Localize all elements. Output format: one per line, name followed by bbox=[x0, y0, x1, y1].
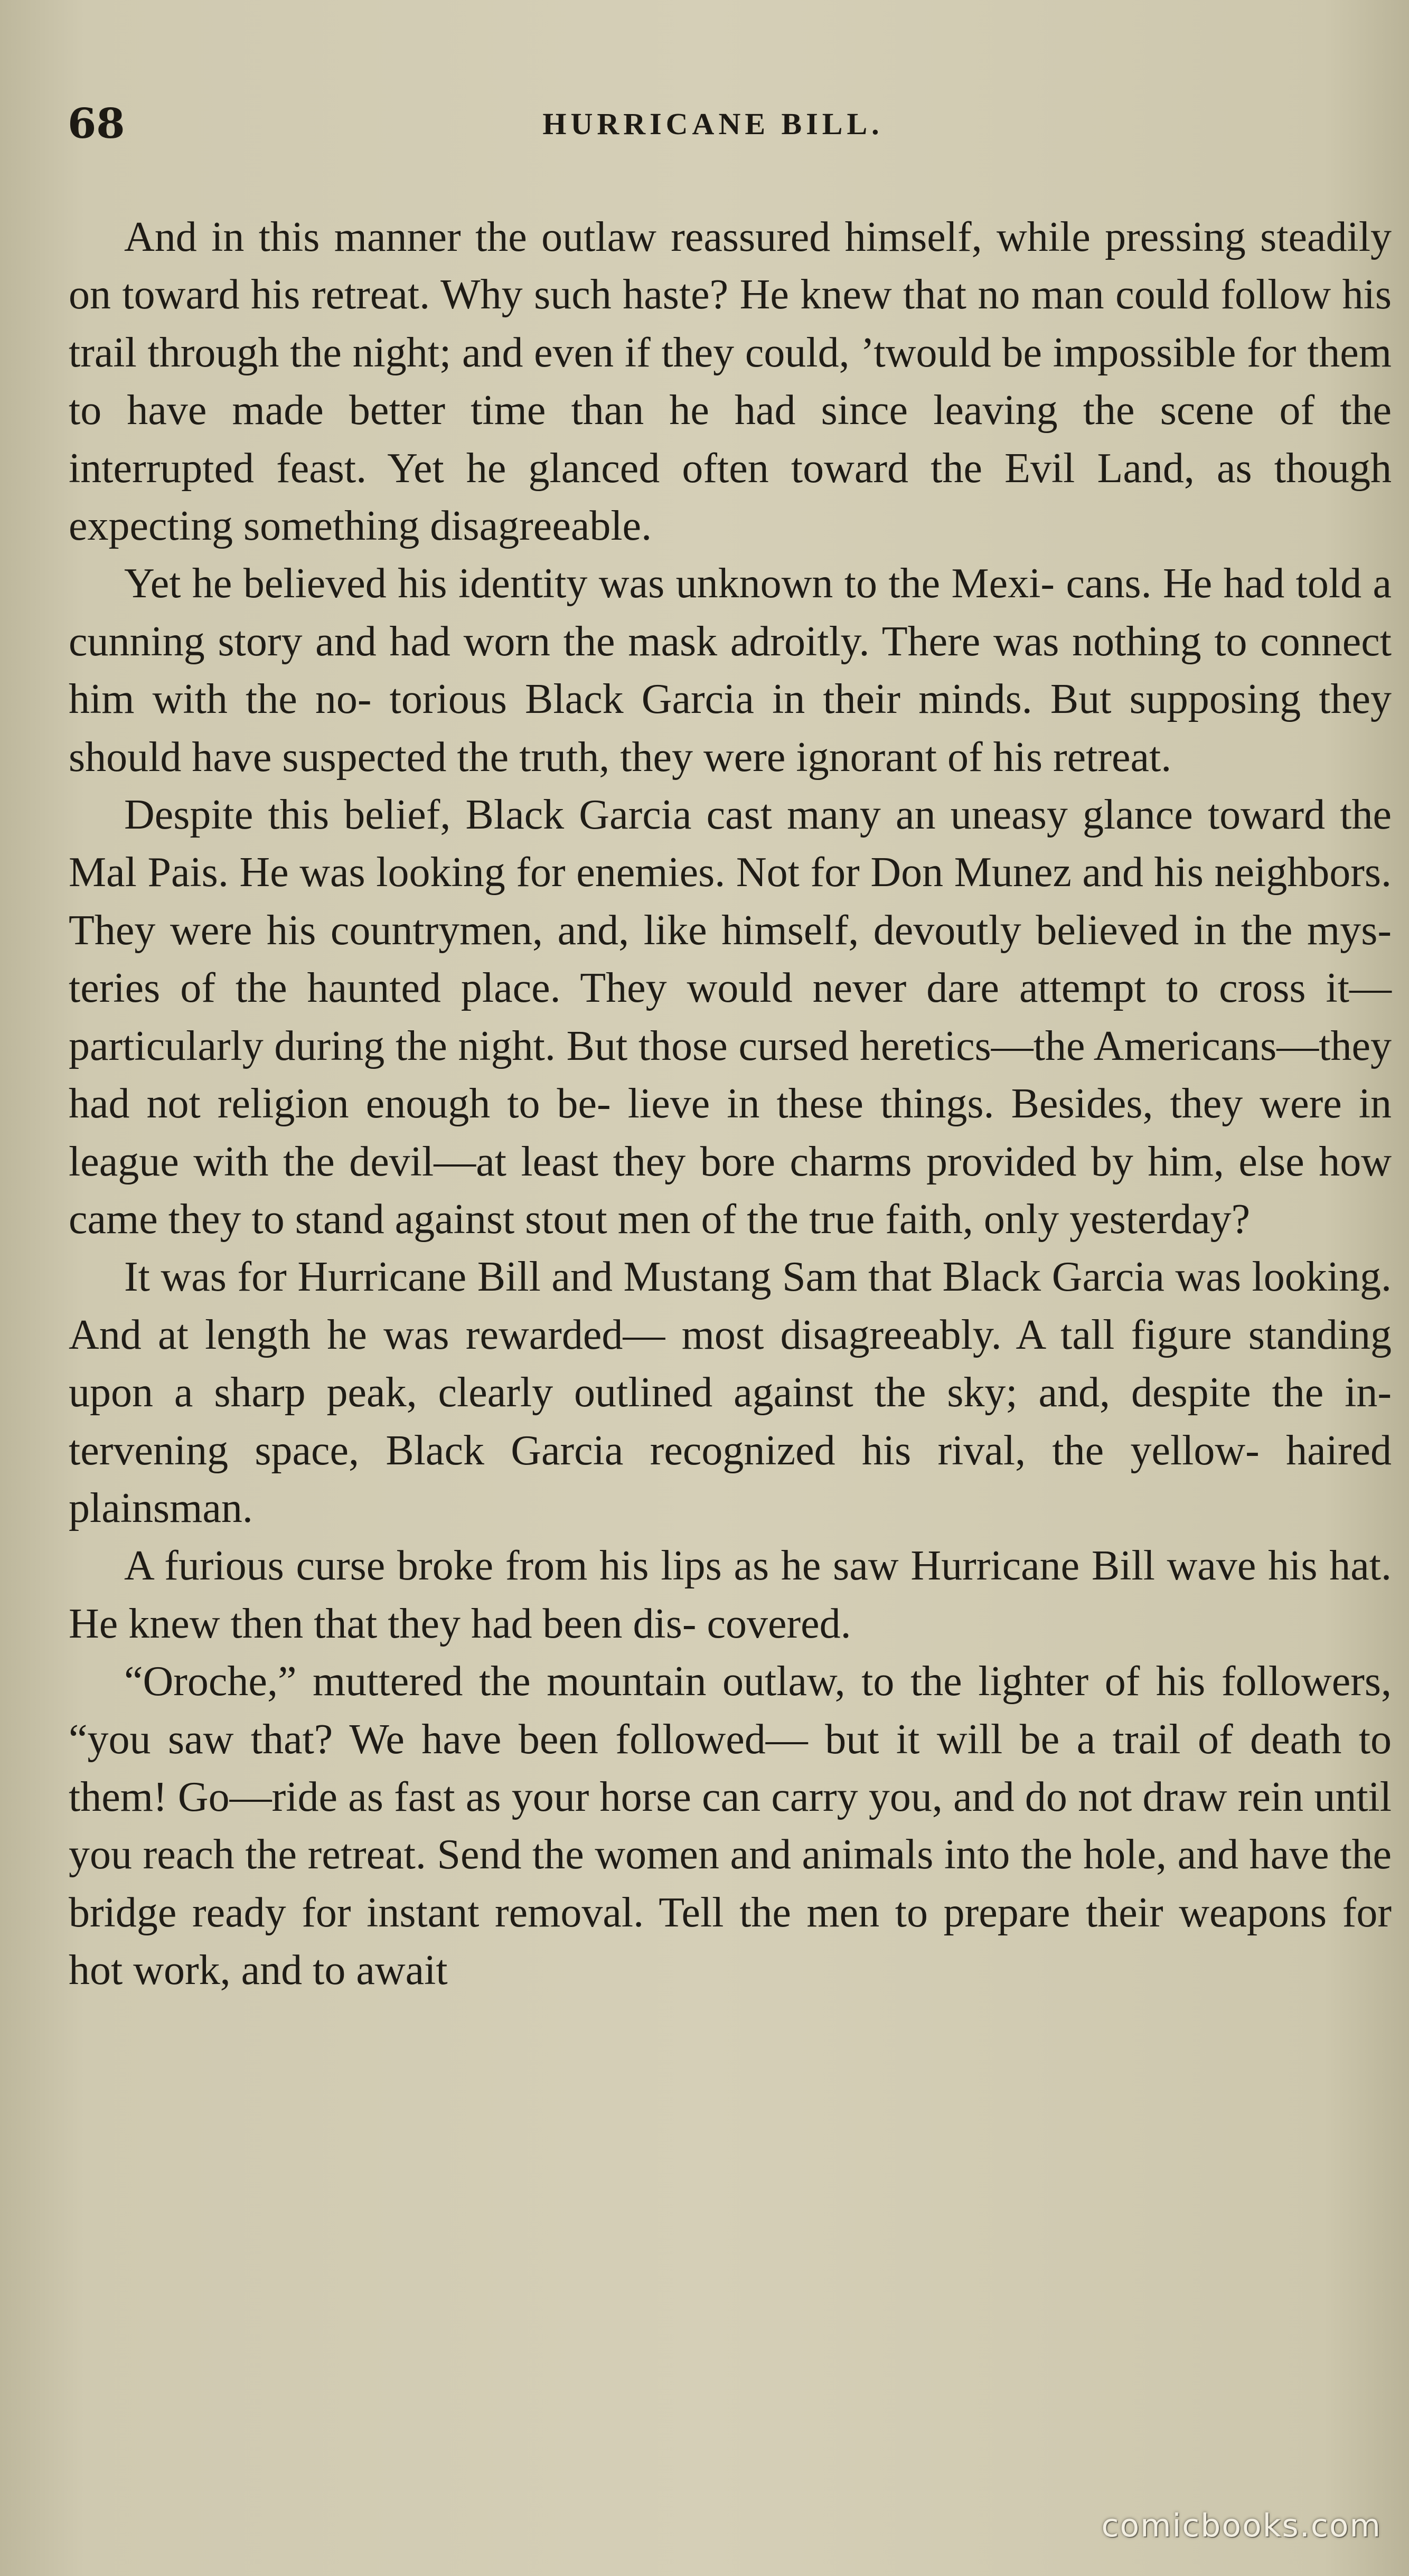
text-line: pressing steadily on toward his retreat. Why such haste? bbox=[69, 214, 1392, 318]
paragraph bbox=[69, 555, 1392, 786]
text-line: retreat. bbox=[1053, 734, 1172, 781]
text-line: but it will be a trail of death to them! Go—ride as fast as bbox=[69, 1716, 1392, 1820]
text-line: tervening space, Black Garcia recognized his rival, the yellow- bbox=[69, 1427, 1260, 1474]
body-text bbox=[69, 209, 1392, 2000]
text-line: your horse can carry you, and do not draw rein until you bbox=[69, 1773, 1392, 1878]
text-line: adroitly. There was nothing to connect him with the no- bbox=[69, 618, 1392, 723]
text-line: to cross it—particularly during the night. But those cursed bbox=[69, 965, 1392, 1069]
page-number: 68 bbox=[68, 100, 125, 148]
text-line: night; and even if they could, ’twould be impossible for bbox=[352, 329, 1297, 376]
text-line: devil—at least they bore charms provided by him, else how bbox=[349, 1138, 1392, 1185]
text-line: teries of the haunted place. They would never dare attempt bbox=[69, 965, 1146, 1012]
text-line: “Oroche,” muttered the mountain outlaw, to the lighter bbox=[124, 1658, 1089, 1705]
text-line: cans. He had told a cunning story and had worn the mask bbox=[69, 560, 1392, 665]
text-line: the men to prepare their weapons for hot work, and to await bbox=[69, 1889, 1392, 1994]
text-line: reach the retreat. Send the women and animals into the bbox=[143, 1831, 1073, 1878]
text-line: most disagreeably. A tall figure standing upon a sharp bbox=[69, 1311, 1392, 1416]
text-line: of his followers, “you saw that? We have been followed— bbox=[69, 1658, 1392, 1763]
text-line: Bill wave his hat. He knew then that they had been dis- bbox=[69, 1543, 1392, 1647]
text-line: countrymen, and, like himself, devoutly believed in the mys- bbox=[330, 907, 1392, 954]
text-line: And in this manner the outlaw reassured himself, while bbox=[124, 214, 1091, 260]
text-line: covered. bbox=[707, 1600, 851, 1647]
text-line: Yet he believed his identity was unknown to the Mexi- bbox=[124, 560, 1055, 607]
text-line: torious Black Garcia in their minds. But supposing they bbox=[389, 676, 1392, 723]
paragraph bbox=[69, 1537, 1392, 1653]
text-line: A furious curse broke from his lips as he saw Hurricane bbox=[124, 1543, 1080, 1590]
text-line: heretics—the Americans—they had not religion enough to be- bbox=[69, 1022, 1392, 1127]
text-line: haired plainsman. bbox=[69, 1427, 1392, 1531]
text-line: came they to stand against stout men of the true faith, only bbox=[69, 1196, 1059, 1243]
text-line: Not for Don Munez and his neighbors. They were his bbox=[69, 849, 1392, 954]
page-header bbox=[63, 92, 1363, 156]
watermark: comicbooks.com bbox=[1101, 2507, 1382, 2544]
text-line: lieve in these things. Besides, they were in league with the bbox=[69, 1080, 1392, 1185]
paragraph bbox=[69, 1248, 1392, 1537]
text-line: should have suspected the truth, they were ignorant of his bbox=[69, 734, 1042, 781]
running-head: HURRICANE BILL. bbox=[542, 107, 884, 141]
text-line: hole, and have the bridge ready for instant removal. Tell bbox=[69, 1831, 1392, 1936]
paragraph bbox=[69, 209, 1392, 555]
text-line: the Evil Land, as though expecting something disagreeable. bbox=[69, 445, 1392, 550]
text-line: peak, clearly outlined against the sky; and, despite the in- bbox=[326, 1369, 1392, 1416]
paragraph bbox=[69, 1653, 1392, 1999]
text-line: He knew that no man could follow his trail through the bbox=[69, 271, 1392, 376]
text-line: glance toward the Mal Pais. He was looking for enemies. bbox=[69, 792, 1392, 896]
text-line: scene of the interrupted feast. Yet he glanced often toward bbox=[69, 387, 1392, 492]
text-line: Garcia was looking. And at length he was rewarded— bbox=[69, 1254, 1392, 1358]
text-line: Despite this belief, Black Garcia cast many an uneasy bbox=[124, 792, 1068, 839]
paragraph bbox=[69, 786, 1392, 1248]
text-line: them to have made better time than he had since leaving the bbox=[69, 329, 1392, 434]
text-line: It was for Hurricane Bill and Mustang Sam that Black bbox=[124, 1254, 1041, 1301]
text-line: yesterday? bbox=[1069, 1196, 1251, 1243]
